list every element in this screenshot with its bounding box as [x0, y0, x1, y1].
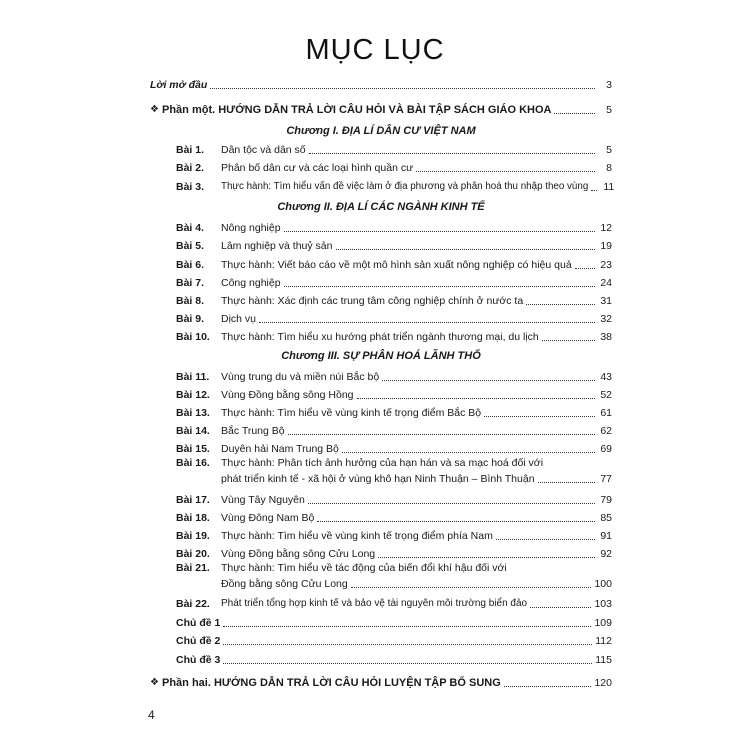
- lesson-label: Bài 7.: [176, 277, 205, 289]
- toc-page-number: 85: [600, 512, 612, 524]
- toc-entry-lesson[interactable]: [176, 545, 612, 561]
- toc-page-number: 91: [600, 530, 612, 542]
- toc-entry-lesson[interactable]: [176, 256, 612, 272]
- leader-dots: [309, 153, 595, 154]
- toc-page-number: 38: [600, 331, 612, 343]
- leader-dots: [284, 286, 595, 287]
- leader-dots: [416, 171, 595, 172]
- toc-entry-part-one[interactable]: [150, 101, 612, 117]
- lesson-label: Bài 13.: [176, 407, 210, 419]
- lesson-label: Bài 17.: [176, 494, 210, 506]
- toc-entry-text: Dịch vụ: [221, 313, 257, 325]
- toc-entry-text: Phân bố dân cư và các loại hình quần cư: [221, 162, 414, 174]
- lesson-label: Bài 1.: [176, 144, 205, 156]
- toc-page-number: 120: [594, 677, 612, 689]
- lesson-label: Bài 9.: [176, 313, 205, 325]
- lesson-label: Bài 19.: [176, 530, 210, 542]
- toc-page-number: 115: [595, 654, 612, 666]
- toc-entry-text: Công nghiệp: [221, 277, 281, 289]
- lesson-label: Bài 22.: [176, 598, 210, 610]
- leader-dots: [538, 482, 595, 483]
- toc-entry-text: Thực hành: Tìm hiểu xu hướng phát triển ngành thương mại, du lịch: [221, 331, 539, 343]
- toc-page-number: 100: [594, 578, 612, 590]
- lesson-label: Bài 3.: [176, 181, 205, 193]
- toc-page-number: 92: [600, 548, 612, 560]
- leader-dots: [554, 113, 595, 114]
- leader-dots: [504, 686, 592, 687]
- leader-dots: [317, 521, 595, 522]
- diamond-bullet-icon: ❖: [150, 104, 159, 115]
- toc-page-number: 77: [600, 473, 612, 485]
- leader-dots: [526, 304, 595, 305]
- toc-entry-lesson[interactable]: [176, 368, 612, 384]
- toc-page-number: 23: [600, 259, 612, 271]
- toc-page-number: 11: [603, 181, 615, 193]
- toc-page-number: 43: [600, 371, 612, 383]
- toc-entry-topic[interactable]: [176, 651, 612, 667]
- lesson-label: Bài 18.: [176, 512, 210, 524]
- toc-entry-lesson[interactable]: [176, 292, 612, 308]
- toc-entry-text: Nông nghiệp: [221, 222, 281, 234]
- toc-entry-lesson[interactable]: [176, 386, 612, 402]
- leader-dots: [575, 268, 595, 269]
- toc-entry-part-two[interactable]: [150, 674, 612, 690]
- leader-dots: [259, 322, 595, 323]
- lesson-label: Bài 11.: [176, 371, 210, 383]
- toc-entry-text: Thực hành: Tìm hiểu vấn đề việc làm ở địa phương và phân hoá thu nhập theo vùng: [221, 181, 589, 192]
- toc-entry-topic[interactable]: [176, 632, 612, 648]
- toc-entry-text: Phát triển tổng hợp kinh tế và bảo vệ tài nguyên môi trường biển đảo: [221, 598, 528, 609]
- leader-dots: [351, 587, 592, 588]
- topic-label: Chủ đề 3: [176, 654, 221, 666]
- leader-dots: [223, 644, 592, 645]
- toc-entry-text: Bắc Trung Bộ: [221, 425, 285, 437]
- page-number: 4: [148, 708, 155, 722]
- leader-dots: [342, 452, 595, 453]
- toc-entry-lesson[interactable]: [176, 595, 612, 611]
- toc-page-number: 79: [600, 494, 612, 506]
- leader-dots: [223, 663, 592, 664]
- toc-page-number: 5: [606, 104, 612, 116]
- toc-entry-lesson[interactable]: [176, 527, 612, 543]
- page-title: MỤC LỤC: [305, 34, 445, 66]
- toc-entry-text: Phần một. HƯỚNG DẪN TRẢ LỜI CÂU HỎI VÀ BÀI TẬP SÁCH GIÁO KHOA: [162, 104, 552, 116]
- leader-dots: [288, 434, 595, 435]
- toc-page-number: 12: [600, 222, 612, 234]
- toc-entry-lesson[interactable]: [176, 422, 612, 438]
- toc-entry-lesson[interactable]: [176, 509, 612, 525]
- lesson-label: Bài 20.: [176, 548, 210, 560]
- toc-entry-text-continued: Đồng bằng sông Cửu Long: [221, 578, 348, 590]
- chapter-heading-3: Chương III. SỰ PHÂN HOÁ LÃNH THỔ: [281, 350, 481, 362]
- toc-entry-lesson[interactable]: [176, 141, 612, 157]
- toc-entry-lesson[interactable]: [176, 274, 612, 290]
- toc-page-number: 24: [600, 277, 612, 289]
- leader-dots: [336, 249, 596, 250]
- chapter-heading-2: Chương II. ĐỊA LÍ CÁC NGÀNH KINH TẾ: [277, 201, 485, 213]
- toc-entry-lesson[interactable]: [176, 219, 612, 235]
- toc-page-number: 62: [600, 425, 612, 437]
- toc-page-number: 52: [600, 389, 612, 401]
- toc-entry-text: Duyên hải Nam Trung Bộ: [221, 443, 339, 455]
- toc-page-number: 3: [606, 79, 612, 91]
- toc-entry-text: Vùng Tây Nguyên: [221, 494, 305, 506]
- toc-page-number: 109: [594, 617, 612, 629]
- toc-page-number: 32: [600, 313, 612, 325]
- toc-entry-lesson[interactable]: [176, 178, 615, 194]
- toc-entry-text-continued: phát triển kinh tế - xã hội ở vùng khô hạn Ninh Thuận – Bình Thuận: [221, 473, 535, 485]
- toc-entry-text: Thực hành: Viết báo cáo về một mô hình sản xuất nông nghiệp có hiệu quả: [221, 259, 572, 271]
- toc-entry-text: Vùng trung du và miền núi Bắc bộ: [221, 371, 380, 383]
- toc-entry-topic[interactable]: [176, 614, 612, 630]
- toc-entry-text: Thực hành: Tìm hiểu về tác động của biến đổi khí hậu đối với: [221, 562, 507, 574]
- toc-entry-lesson[interactable]: [176, 457, 612, 486]
- leader-dots: [210, 88, 595, 89]
- lesson-label: Bài 2.: [176, 162, 205, 174]
- leader-dots: [223, 626, 591, 627]
- toc-entry-text: Thực hành: Xác định các trung tâm công nghiệp chính ở nước ta: [221, 295, 524, 307]
- leader-dots: [382, 380, 595, 381]
- leader-dots: [284, 231, 595, 232]
- lesson-label: Bài 15.: [176, 443, 210, 455]
- toc-entry-lesson[interactable]: [176, 562, 612, 591]
- toc-page-number: 112: [595, 635, 612, 647]
- leader-dots: [542, 340, 595, 341]
- toc-page-number: 19: [600, 240, 612, 252]
- toc-page-number: 69: [600, 443, 612, 455]
- toc-entry-lesson[interactable]: [176, 491, 612, 507]
- lesson-label: Bài 5.: [176, 240, 205, 252]
- lesson-label: Bài 8.: [176, 295, 205, 307]
- toc-page-number: 31: [600, 295, 612, 307]
- leader-dots: [484, 416, 595, 417]
- lesson-label: Bài 21.: [176, 562, 210, 574]
- lesson-label: Bài 4.: [176, 222, 205, 234]
- toc-entry-lesson[interactable]: [176, 310, 612, 326]
- toc-entry-text: Phần hai. HƯỚNG DẪN TRẢ LỜI CÂU HỎI LUYỆN TẬP BỔ SUNG: [162, 677, 501, 689]
- toc-entry-lesson[interactable]: [176, 404, 612, 420]
- leader-dots: [308, 503, 595, 504]
- toc-entry-intro[interactable]: [150, 76, 612, 92]
- topic-label: Chủ đề 2: [176, 635, 221, 647]
- toc-entry-text: Lời mở đầu: [150, 79, 208, 91]
- lesson-label: Bài 10.: [176, 331, 210, 343]
- leader-dots: [530, 607, 591, 608]
- toc-entry-text: Lâm nghiệp và thuỷ sản: [221, 240, 333, 252]
- lesson-label: Bài 6.: [176, 259, 205, 271]
- toc-entry-text: Dân tộc và dân số: [221, 144, 306, 156]
- toc-entry-text: Thực hành: Tìm hiểu về vùng kinh tế trọng điểm phía Nam: [221, 530, 493, 542]
- toc-page-number: 8: [606, 162, 612, 174]
- toc-entry-text: Thực hành: Tìm hiểu về vùng kinh tế trọng điểm Bắc Bộ: [221, 407, 482, 419]
- toc-entry-lesson[interactable]: [176, 440, 612, 456]
- leader-dots: [496, 539, 595, 540]
- chapter-heading-1: Chương I. ĐỊA LÍ DÂN CƯ VIỆT NAM: [286, 125, 476, 137]
- toc-entry-lesson[interactable]: [176, 328, 612, 344]
- toc-entry-text: Thực hành: Phân tích ảnh hưởng của hạn hán và sa mạc hoá đối với: [221, 457, 544, 469]
- leader-dots: [591, 190, 597, 191]
- toc-page-number: 5: [606, 144, 612, 156]
- toc-entry-text: Vùng Đồng bằng sông Hồng: [221, 389, 354, 401]
- toc-entry-lesson[interactable]: [176, 159, 612, 175]
- lesson-label: Bài 16.: [176, 457, 210, 469]
- toc-page-number: 103: [594, 598, 612, 610]
- topic-label: Chủ đề 1: [176, 617, 221, 629]
- diamond-bullet-icon: ❖: [150, 677, 159, 688]
- lesson-label: Bài 14.: [176, 425, 210, 437]
- toc-entry-text: Vùng Đông Nam Bộ: [221, 512, 315, 524]
- leader-dots: [357, 398, 595, 399]
- lesson-label: Bài 12.: [176, 389, 210, 401]
- toc-entry-lesson[interactable]: [176, 237, 612, 253]
- toc-entry-text: Vùng Đồng bằng sông Cửu Long: [221, 548, 376, 560]
- toc-page-number: 61: [600, 407, 612, 419]
- leader-dots: [378, 557, 595, 558]
